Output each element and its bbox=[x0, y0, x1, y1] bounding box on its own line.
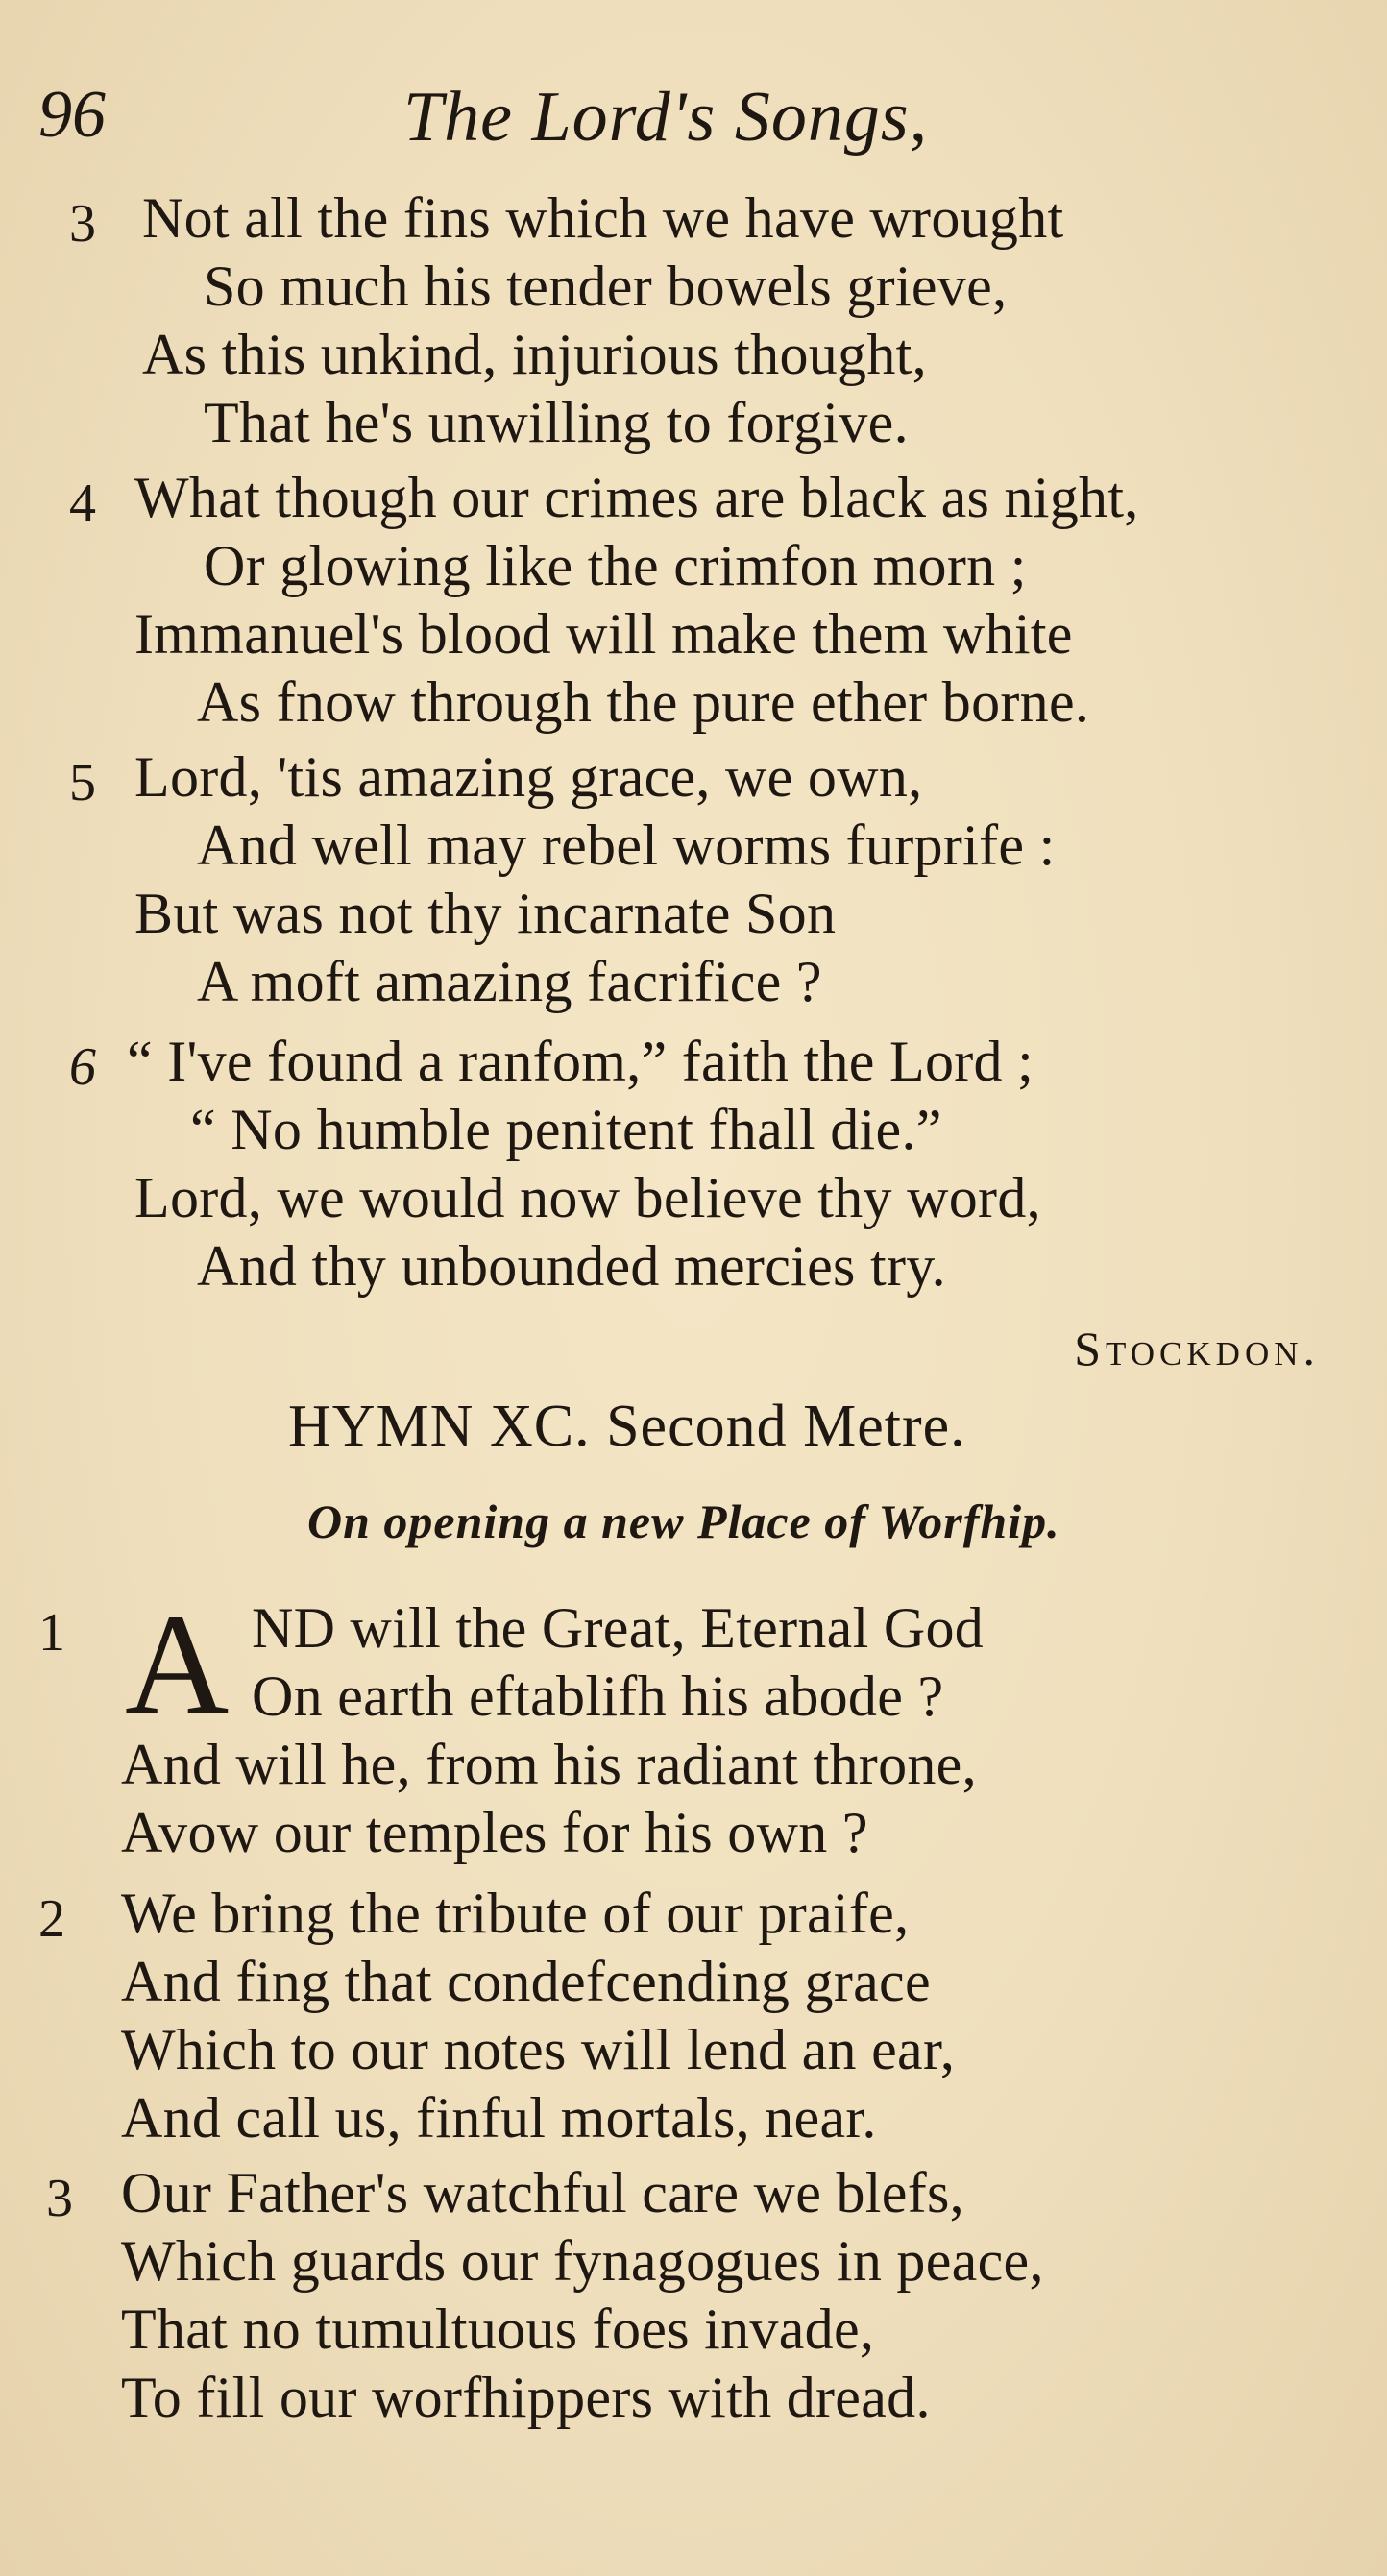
verse-line: ND will the Great, Eternal God bbox=[252, 1596, 985, 1660]
verse-line: So much his tender bowels grieve, bbox=[204, 255, 1008, 318]
verse-line: Which to our notes will lend an ear, bbox=[121, 2018, 956, 2081]
drop-cap: A bbox=[125, 1585, 230, 1744]
verse-line: Lord, 'tis amazing grace, we own, bbox=[134, 745, 923, 809]
stanza-number: 5 bbox=[69, 753, 96, 813]
verse-line: What though our crimes are black as night, bbox=[134, 466, 1139, 529]
verse-line: And thy unbounded mercies try. bbox=[197, 1234, 946, 1298]
verse-line: “ I've found a ranfom,” faith the Lord ; bbox=[127, 1030, 1034, 1093]
verse-line: “ No humble penitent fhall die.” bbox=[190, 1098, 942, 1161]
verse-line: Our Father's watchful care we blefs, bbox=[121, 2161, 964, 2224]
hymn-subtitle: On opening a new Place of Worfhip. bbox=[307, 1495, 1060, 1548]
verse-line: Lord, we would now believe thy word, bbox=[134, 1166, 1041, 1229]
verse-line: Not all the fins which we have wrought bbox=[142, 186, 1064, 250]
verse-line: Immanuel's blood will make them white bbox=[134, 602, 1073, 666]
verse-line: We bring the tribute of our praife, bbox=[121, 1882, 910, 1945]
verse-line: That no tumultuous foes invade, bbox=[121, 2297, 875, 2361]
verse-line: Or glowing like the crimfon morn ; bbox=[204, 534, 1027, 597]
author-attribution: Stockdon. bbox=[1074, 1322, 1320, 1375]
running-title: The Lord's Songs, bbox=[403, 78, 929, 157]
verse-line: Which guards our fynagogues in peace, bbox=[121, 2229, 1044, 2293]
stanza-number: 2 bbox=[38, 1889, 65, 1949]
stanza-number: 1 bbox=[38, 1603, 65, 1663]
stanza-number: 3 bbox=[46, 2169, 73, 2228]
verse-line: To fill our worfhippers with dread. bbox=[121, 2366, 931, 2429]
verse-line: That he's unwilling to forgive. bbox=[204, 391, 909, 454]
page-number: 96 bbox=[38, 78, 106, 152]
verse-line: And call us, finful mortals, near. bbox=[121, 2086, 877, 2150]
verse-line: On earth eftablifh his abode ? bbox=[252, 1665, 944, 1728]
verse-line: As this unkind, injurious thought, bbox=[142, 323, 927, 386]
hymn-title: HYMN XC. Second Metre. bbox=[288, 1394, 966, 1459]
stanza-number: 3 bbox=[69, 194, 96, 254]
verse-line: And will he, from his radiant throne, bbox=[121, 1733, 977, 1796]
verse-line: But was not thy incarnate Son bbox=[134, 882, 837, 945]
stanza-number: 4 bbox=[69, 474, 96, 533]
verse-line: As fnow through the pure ether borne. bbox=[197, 670, 1090, 734]
verse-line: And fing that condefcending grace bbox=[121, 1950, 931, 2013]
verse-line: A moft amazing facrifice ? bbox=[197, 950, 822, 1013]
stanza-number: 6 bbox=[69, 1037, 96, 1097]
verse-line: Avow our temples for his own ? bbox=[121, 1801, 868, 1864]
verse-line: And well may rebel worms furprife : bbox=[197, 814, 1056, 877]
